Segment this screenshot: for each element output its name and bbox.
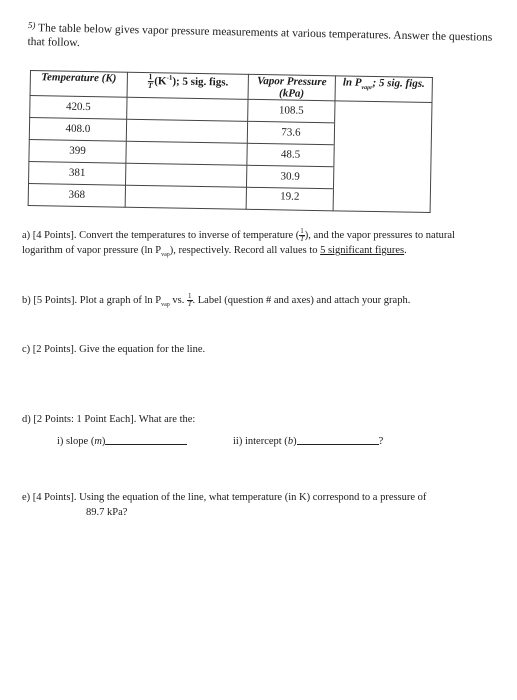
vapor-pressure-cell: 30.9 [247,165,333,188]
inverse-temperature-cell[interactable] [127,97,248,121]
question-d-intercept: ii) intercept (b) ? [233,436,384,447]
vapor-pressure-table [28,70,433,213]
intercept-answer-blank[interactable] [297,434,379,445]
inverse-temperature-cell[interactable] [125,185,246,209]
header-temperature: Temperature (K) [30,71,127,98]
vapor-pressure-cell: 108.5 [278,104,304,117]
fraction-one-over-t: $\frac{1}{T}$ [300,227,304,244]
vapor-pressure-cell: 19.2 [247,187,333,206]
question-b: b) [5 Points]. Plot a graph of $\ln P_{vap}$ vs. $\frac{1}{T}$ . Label (question # and axes) and attach your graph. [22,292,411,309]
temperature-cell: 381 [29,161,126,185]
inverse-temperature-cell[interactable] [126,163,247,187]
temperature-cell: 408.0 [29,118,126,142]
vapor-pressure-column [246,99,335,211]
question-number: 5) [27,20,36,31]
inverse-temperature-cell[interactable] [126,141,247,165]
vapor-pressure-cell: 73.6 [248,121,334,144]
intro-text: The table below gives vapor pressure measurements at various temperatures. Answer the questions that follow. [27,22,493,50]
slope-answer-blank[interactable] [105,434,187,445]
temperature-cell: 368 [28,183,125,207]
header-vapor-pressure: Vapor Pressure (kPa) [248,74,335,101]
significant-figures-link: 5 significant figures [320,245,405,257]
question-e: e) [4 Points]. Using the equation of the line, what temperature (in K) correspond to a pressure of 89.7 kPa? [22,492,427,519]
header-ln-pressure: $\ln P_{vapr}$; 5 sig. figs. [335,76,432,103]
fraction-one-over-t: $\frac{1}{T}$ [147,72,153,91]
question-a: a) [4 Points]. Convert the temperatures to inverse of temperature ( $\frac{1}{T}$ ), and the vapor pressures to natural logarithm of vapor pressure (ln $P_{vap}$), respectively. Record all values to 5 significant figures. [22,227,455,259]
temperature-cell: 420.5 [30,96,127,120]
question-c: c) [2 Points]. Give the equation for the line. [22,344,206,355]
question-intro [27,20,498,60]
fraction-one-over-t: $\frac{1}{T}$ [187,292,192,309]
ln-pressure-column[interactable] [333,101,432,213]
question-d: d) [2 Points: 1 Point Each]. What are the: [22,414,196,425]
vapor-pressure-cell: 48.5 [247,143,333,166]
temperature-cell: 399 [29,139,126,163]
inverse-temperature-cell[interactable] [126,119,247,143]
header-inverse-temperature: $\frac{1}{T}$ $(K^{-1})$; 5 sig. figs. [127,72,248,99]
question-d-slope: i) slope (m) [57,434,187,449]
